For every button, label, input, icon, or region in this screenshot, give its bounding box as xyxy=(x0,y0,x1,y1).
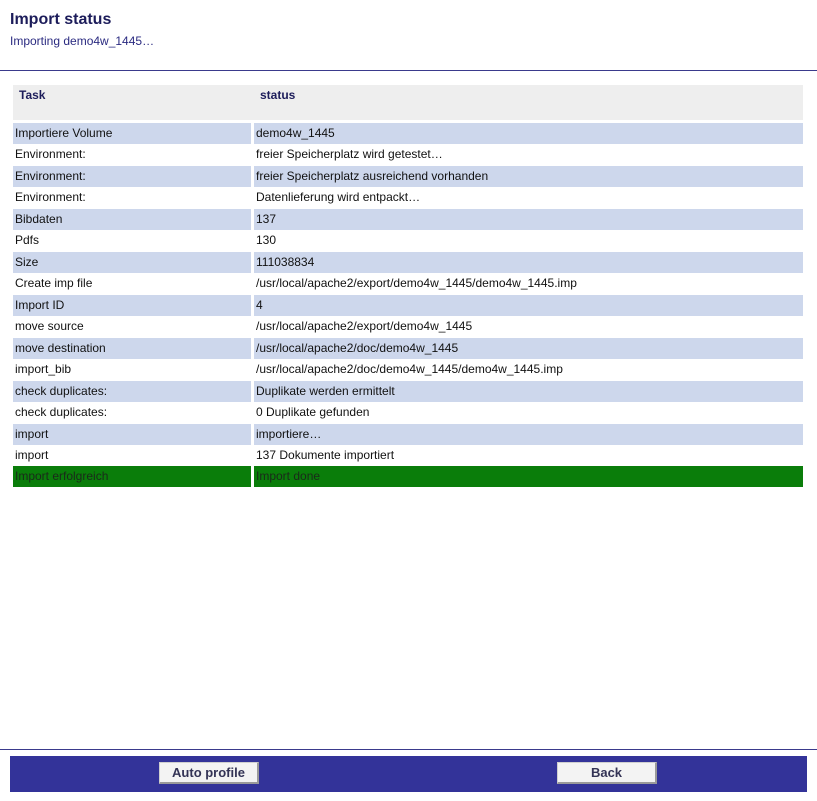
column-header-task: Task xyxy=(13,85,254,120)
status-cell: demo4w_1445 xyxy=(254,122,803,144)
table-row xyxy=(13,251,803,273)
page-header xyxy=(10,10,154,49)
table-row xyxy=(13,165,803,187)
table-row xyxy=(13,208,803,230)
table-row xyxy=(13,423,803,445)
table-row xyxy=(13,294,803,316)
table-row xyxy=(13,316,803,337)
status-cell: 0 Duplikate gefunden xyxy=(254,402,803,423)
task-cell: Create imp file xyxy=(13,273,254,294)
status-cell: 4 xyxy=(254,294,803,316)
status-cell: freier Speicherplatz ausreichend vorhanden xyxy=(254,165,803,187)
status-cell: Datenlieferung wird entpackt… xyxy=(254,187,803,208)
task-cell: Importiere Volume xyxy=(13,122,254,144)
task-cell: check duplicates: xyxy=(13,402,254,423)
table-row xyxy=(13,230,803,251)
auto-profile-button[interactable]: Auto profile xyxy=(159,762,259,784)
header-divider xyxy=(0,70,817,71)
table-row xyxy=(13,122,803,144)
table-row xyxy=(13,187,803,208)
task-cell: Size xyxy=(13,251,254,273)
status-cell: Duplikate werden ermittelt xyxy=(254,380,803,402)
task-cell: import xyxy=(13,423,254,445)
task-cell: move source xyxy=(13,316,254,337)
task-cell: Pdfs xyxy=(13,230,254,251)
footer-divider xyxy=(0,749,817,750)
table-row xyxy=(13,380,803,402)
success-row xyxy=(13,466,803,487)
table-row xyxy=(13,445,803,466)
import-status-table xyxy=(13,85,803,487)
status-cell: freier Speicherplatz wird getestet… xyxy=(254,144,803,165)
status-cell: /usr/local/apache2/export/demo4w_1445 xyxy=(254,316,803,337)
task-cell: import_bib xyxy=(13,359,254,380)
table-row xyxy=(13,273,803,294)
page-subtitle: Importing demo4w_1445… xyxy=(10,34,155,48)
page-title: Import status xyxy=(10,11,112,28)
status-cell: Import done xyxy=(254,466,803,487)
task-cell: Environment: xyxy=(13,165,254,187)
task-cell: Environment: xyxy=(13,187,254,208)
task-cell: Import erfolgreich xyxy=(13,466,254,487)
status-cell: importiere… xyxy=(254,423,803,445)
task-cell: move destination xyxy=(13,337,254,359)
task-cell: Environment: xyxy=(13,144,254,165)
status-cell: 111038834 xyxy=(254,251,803,273)
status-cell: 137 xyxy=(254,208,803,230)
task-cell: check duplicates: xyxy=(13,380,254,402)
table-row xyxy=(13,402,803,423)
status-cell: 130 xyxy=(254,230,803,251)
column-header-status: status xyxy=(254,85,803,120)
footer-toolbar xyxy=(10,756,807,792)
task-cell: import xyxy=(13,445,254,466)
table-row xyxy=(13,337,803,359)
table-row xyxy=(13,359,803,380)
task-cell: Bibdaten xyxy=(13,208,254,230)
table-row xyxy=(13,144,803,165)
back-button[interactable]: Back xyxy=(557,762,657,784)
table-header-row xyxy=(13,85,803,120)
status-cell: 137 Dokumente importiert xyxy=(254,445,803,466)
status-cell: /usr/local/apache2/export/demo4w_1445/demo4w_1445.imp xyxy=(254,273,803,294)
task-cell: Import ID xyxy=(13,294,254,316)
status-cell: /usr/local/apache2/doc/demo4w_1445 xyxy=(254,337,803,359)
status-cell: /usr/local/apache2/doc/demo4w_1445/demo4w_1445.imp xyxy=(254,359,803,380)
